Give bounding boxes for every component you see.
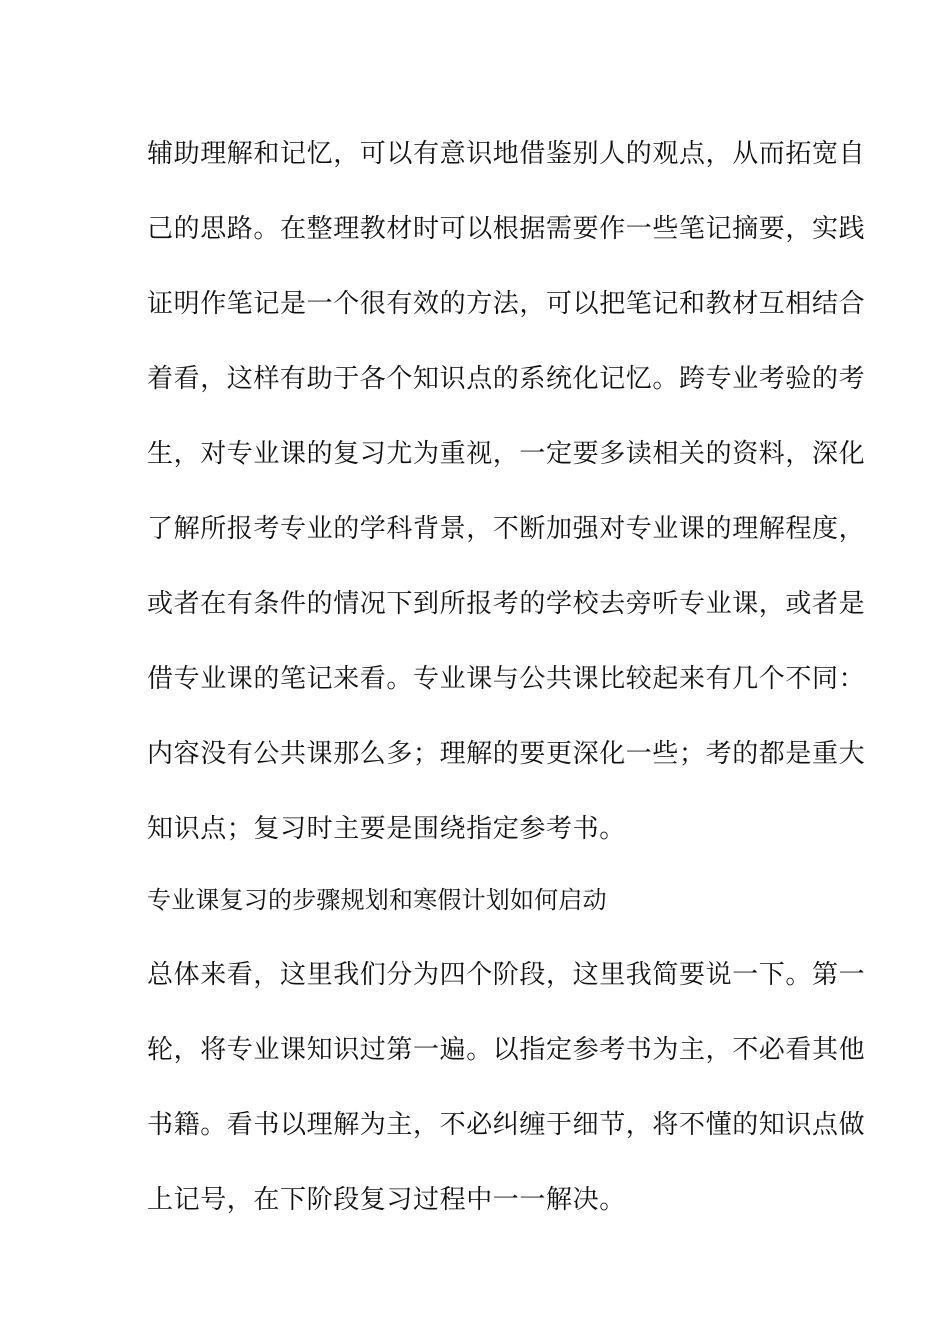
paragraph-line: 总体来看，这里我们分为四个阶段，这里我简要说一下。第一 xyxy=(147,960,866,990)
paragraph-line: 知识点；复习时主要是围绕指定参考书。 xyxy=(147,814,626,844)
paragraph-line: 借专业课的笔记来看。专业课与公共课比较起来有几个不同： xyxy=(147,664,866,694)
paragraph-line: 辅助理解和记忆，可以有意识地借鉴别人的观点，从而拓宽自 xyxy=(147,139,866,169)
paragraph-line: 己的思路。在整理教材时可以根据需要作一些笔记摘要，实践 xyxy=(147,214,866,244)
paragraph-line: 了解所报考专业的学科背景，不断加强对专业课的理解程度， xyxy=(147,514,866,544)
paragraph-line: 或者在有条件的情况下到所报考的学校去旁听专业课，或者是 xyxy=(147,589,866,619)
paragraph-line: 内容没有公共课那么多；理解的要更深化一些；考的都是重大 xyxy=(147,739,866,769)
paragraph-line: 证明作笔记是一个很有效的方法，可以把笔记和教材互相结合 xyxy=(147,289,866,319)
paragraph-line: 上记号，在下阶段复习过程中一一解决。 xyxy=(147,1185,626,1215)
paragraph-line: 书籍。看书以理解为主，不必纠缠于细节，将不懂的知识点做 xyxy=(147,1110,866,1140)
paragraph-line: 生，对专业课的复习尤为重视，一定要多读相关的资料，深化 xyxy=(147,439,866,469)
section-heading: 专业课复习的步骤规划和寒假计划如何启动 xyxy=(147,886,607,914)
paragraph-line: 着看，这样有助于各个知识点的系统化记忆。跨专业考验的考 xyxy=(147,364,866,394)
paragraph-line: 轮，将专业课知识过第一遍。以指定参考书为主，不必看其他 xyxy=(147,1035,866,1065)
